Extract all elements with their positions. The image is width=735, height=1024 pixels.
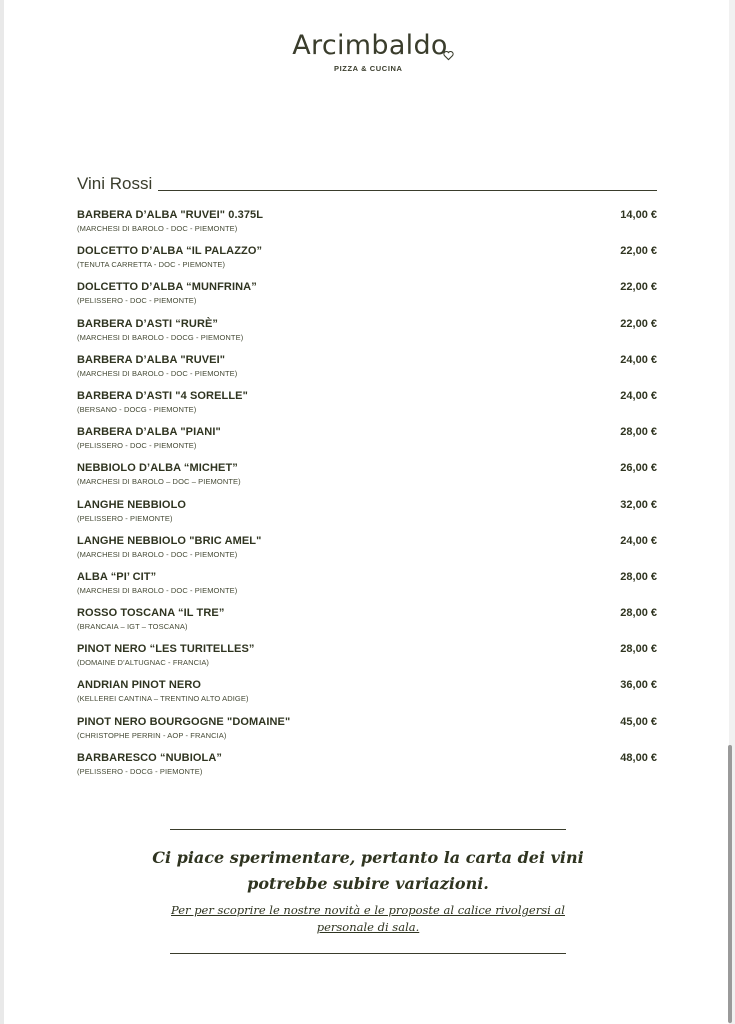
wine-price: 22,00 € [620, 245, 657, 258]
wine-price: 48,00 € [620, 751, 657, 764]
wine-item [77, 678, 657, 714]
wine-item [77, 570, 657, 606]
wine-detail: (PELISSERO - DOC - PIEMONTE) [77, 296, 197, 306]
menu-note-sub: Per per scoprire le nostre novità e le proposte al calice rivolgersi al personale di sala. [171, 903, 565, 934]
brand-name: Arcimbaldo [292, 30, 448, 61]
wine-item [77, 389, 657, 425]
wine-name: PINOT NERO “LES TURITELLES” [77, 643, 255, 656]
note-divider-bottom [170, 953, 566, 954]
wine-detail: (MARCHESI DI BAROLO - DOC - PIEMONTE) [77, 585, 238, 595]
wine-list [77, 208, 657, 787]
wine-name: NEBBIOLO D’ALBA “MICHET” [77, 462, 238, 475]
brand-logo [240, 28, 500, 78]
wine-name: LANGHE NEBBIOLO "BRIC AMEL" [77, 534, 262, 547]
wine-item [77, 317, 657, 353]
wine-price: 28,00 € [620, 570, 657, 583]
wine-name: ANDRIAN PINOT NERO [77, 679, 202, 692]
wine-item [77, 244, 657, 280]
wine-price: 22,00 € [620, 317, 657, 330]
wine-detail: (MARCHESI DI BAROLO - DOC - PIEMONTE) [77, 368, 238, 378]
wine-name: DOLCETTO D’ALBA “MUNFRINA” [77, 281, 257, 294]
wine-item [77, 642, 657, 678]
wine-price: 24,00 € [620, 353, 657, 366]
wine-item [77, 534, 657, 570]
wine-price: 24,00 € [620, 534, 657, 547]
wine-detail: (CHRISTOPHE PERRIN - AOP - FRANCIA) [77, 730, 227, 740]
wine-price: 32,00 € [620, 498, 657, 511]
wine-name: ALBA “PI’ CIT” [77, 570, 157, 583]
wine-name: ROSSO TOSCANA “IL TRE” [77, 607, 225, 620]
wine-item [77, 280, 657, 316]
wine-price: 36,00 € [620, 679, 657, 692]
wine-price: 22,00 € [620, 281, 657, 294]
menu-note-line1: Ci piace sperimentare, pertanto la carta dei vini [152, 848, 584, 867]
wine-item [77, 208, 657, 244]
wine-price: 26,00 € [620, 462, 657, 475]
section-divider [158, 190, 657, 191]
wine-detail: (PELISSERO - DOCG - PIEMONTE) [77, 766, 203, 776]
menu-note-line2: potrebbe subire variazioni. [247, 874, 489, 893]
heart-icon [443, 50, 454, 61]
section-title: Vini Rossi [77, 174, 153, 193]
wine-name: BARBERA D’ALBA "PIANI" [77, 426, 221, 439]
wine-item [77, 461, 657, 497]
wine-price: 24,00 € [620, 389, 657, 402]
wine-price: 28,00 € [620, 607, 657, 620]
wine-name: BARBERA D’ASTI “RURÈ” [77, 317, 219, 330]
wine-item [77, 353, 657, 389]
wine-item [77, 751, 657, 787]
wine-detail: (PELISSERO - PIEMONTE) [77, 513, 173, 523]
wine-price: 28,00 € [620, 426, 657, 439]
wine-detail: (KELLEREI CANTINA – TRENTINO ALTO ADIGE) [77, 694, 249, 704]
wine-item [77, 498, 657, 534]
wine-detail: (BRANCAIA – IGT – TOSCANA) [77, 622, 188, 632]
wine-price: 28,00 € [620, 643, 657, 656]
note-divider-top [170, 829, 566, 830]
wine-item [77, 606, 657, 642]
wine-detail: (MARCHESI DI BAROLO - DOC - PIEMONTE) [77, 549, 238, 559]
wine-price: 45,00 € [620, 715, 657, 728]
wine-name: PINOT NERO BOURGOGNE "DOMAINE" [77, 715, 291, 728]
wine-name: LANGHE NEBBIOLO [77, 498, 187, 511]
wine-detail: (DOMAINE D’ALTUGNAC - FRANCIA) [77, 658, 210, 668]
scrollbar-thumb[interactable] [728, 745, 732, 1023]
wine-name: BARBERA D’ALBA "RUVEI" 0.375L [77, 209, 264, 221]
section-header [77, 173, 657, 195]
wine-detail: (MARCHESI DI BAROLO – DOC – PIEMONTE) [77, 477, 241, 487]
wine-name: DOLCETTO D’ALBA “IL PALAZZO” [77, 245, 263, 258]
page-edge-left [0, 0, 4, 1024]
wine-item [77, 425, 657, 461]
wine-detail: (PELISSERO - DOC - PIEMONTE) [77, 441, 197, 451]
brand-tagline: PIZZA & CUCINA [334, 64, 403, 73]
wine-price: 14,00 € [620, 209, 657, 221]
menu-note [150, 845, 586, 897]
wine-name: BARBERA D’ALBA "RUVEI" [77, 353, 226, 366]
wine-detail: (MARCHESI DI BAROLO - DOC - PIEMONTE) [77, 224, 238, 233]
wine-detail: (TENUTA CARRETTA - DOC - PIEMONTE) [77, 260, 226, 270]
wine-name: BARBARESCO “NUBIOLA” [77, 751, 222, 764]
wine-name: BARBERA D’ASTI "4 SORELLE" [77, 389, 248, 402]
wine-detail: (MARCHESI DI BAROLO - DOCG - PIEMONTE) [77, 332, 244, 342]
wine-item [77, 715, 657, 751]
wine-detail: (BERSANO - DOCG - PIEMONTE) [77, 404, 197, 414]
